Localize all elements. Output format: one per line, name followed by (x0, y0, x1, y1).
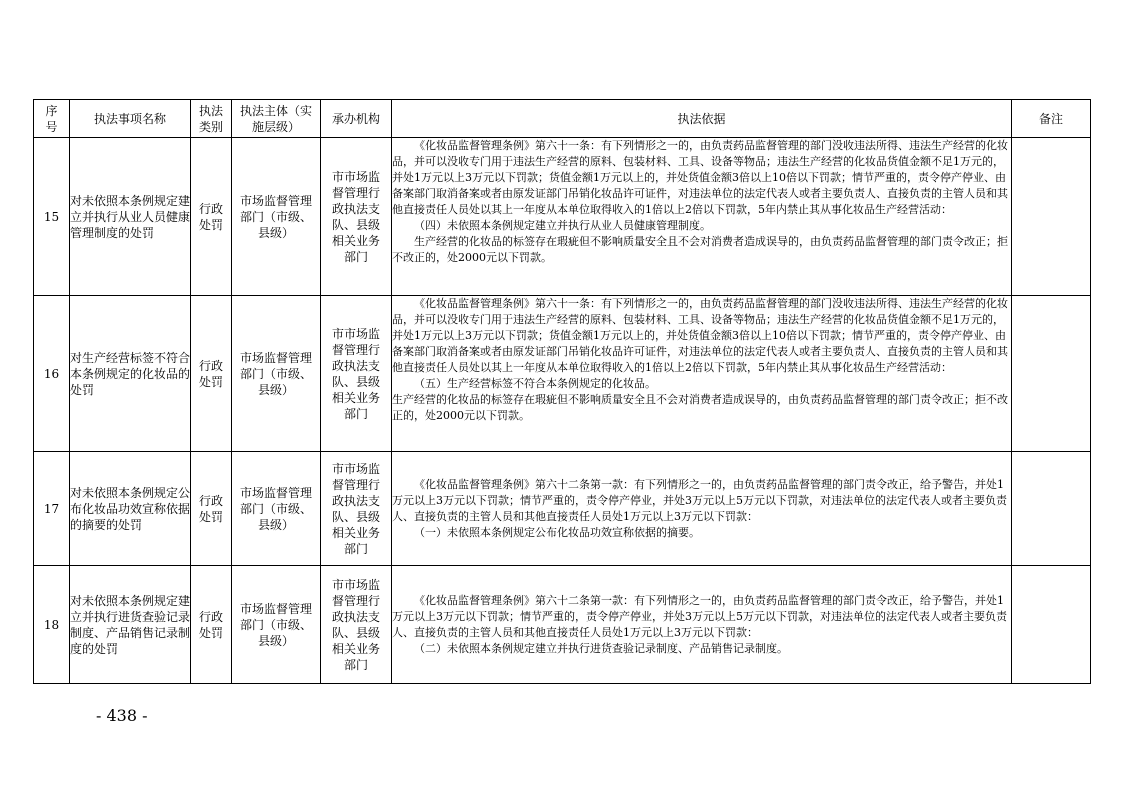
header-basis: 执法依据 (392, 100, 1012, 138)
basis-paragraph: 《化妆品监督管理条例》第六十二条第一款：有下列情形之一的，由负责药品监督管理的部门责令改正，给予警告，并处1万元以上3万元以下罚款；情节严重的，责令停产停业，并处3万元以上5万元以下罚款，对违法单位的法定代表人或者主要负责人、直接负责的主管人员和其他直接责任人员处1万元以上3万元以下罚款： (392, 593, 1007, 639)
row-item-name: 对未依照本条例规定建立并执行进货查验记录制度、产品销售记录制度的处罚 (70, 566, 191, 684)
row-agency: 市市场监督管理行政执法支队、县级相关业务部门 (321, 452, 392, 566)
row-category: 行政处罚 (191, 566, 232, 684)
page-number: - 438 - (96, 706, 148, 725)
table-row (34, 566, 1091, 684)
table-row (34, 296, 1091, 452)
header-category: 执法类别 (191, 100, 232, 138)
row-seq: 18 (34, 566, 70, 684)
basis-paragraph: （一）未依照本条例规定公布化妆品功效宣称依据的摘要。 (414, 525, 700, 539)
header-subject: 执法主体（实施层级） (232, 100, 321, 138)
row-basis (392, 452, 1012, 566)
header-seq: 序号 (34, 100, 70, 138)
header-agency: 承办机构 (321, 100, 392, 138)
basis-paragraph: 生产经营的化妆品的标签存在瑕疵但不影响质量安全且不会对消费者造成误导的，由负责药品监督管理的部门责令改正；拒不改正的，处2000元以下罚款。 (392, 235, 1008, 264)
row-remark (1012, 296, 1091, 452)
row-basis (392, 296, 1012, 452)
row-category: 行政处罚 (191, 138, 232, 296)
row-remark (1012, 452, 1091, 566)
header-name: 执法事项名称 (70, 100, 191, 138)
table-header-row (34, 100, 1091, 138)
row-item-name: 对未依照本条例规定建立并执行从业人员健康管理制度的处罚 (70, 138, 191, 296)
table-row (34, 452, 1091, 566)
table-row (34, 138, 1091, 296)
basis-paragraph: （二）未依照本条例规定建立并执行进货查验记录制度、产品销售记录制度。 (414, 641, 788, 655)
header-remark: 备注 (1012, 100, 1091, 138)
basis-paragraph: 生产经营的化妆品的标签存在瑕疵但不影响质量安全且不会对消费者造成误导的，由负责药品监督管理的部门责令改正；拒不改正的，处2000元以下罚款。 (392, 393, 1008, 422)
basis-paragraph: 《化妆品监督管理条例》第六十二条第一款：有下列情形之一的，由负责药品监督管理的部门责令改正，给予警告，并处1万元以上3万元以下罚款；情节严重的，责令停产停业，并处3万元以上5万元以下罚款，对违法单位的法定代表人或者主要负责人、直接负责的主管人员和其他直接责任人员处1万元以上3万元以下罚款： (392, 477, 1007, 523)
row-agency: 市市场监督管理行政执法支队、县级相关业务部门 (321, 566, 392, 684)
row-agency: 市市场监督管理行政执法支队、县级相关业务部门 (321, 296, 392, 452)
basis-paragraph: （五）生产经营标签不符合本条例规定的化妆品。 (414, 377, 656, 390)
basis-paragraph: 《化妆品监督管理条例》第六十一条：有下列情形之一的，由负责药品监督管理的部门没收违法所得、违法生产经营的化妆品，并可以没收专门用于违法生产经营的原料、包装材料、工具、设备等物品；违法生产经营的化妆品货值金额不足1万元的，并处1万元以上3万元以下罚款；货值金额1万元以上的，并处货值金额3倍以上10倍以下罚款；情节严重的，责令停产停业、由备案部门取消备案或者由原发证部门吊销化妆品许可证件，对违法单位的法定代表人或者主要负责人、直接负责的主管人员和其他直接责任人员处以其上一年度从本单位取得收入的1倍以上2倍以下罚款，5年内禁止其从事化妆品生产经营活动： (392, 297, 1008, 374)
row-seq: 17 (34, 452, 70, 566)
basis-paragraph: 《化妆品监督管理条例》第六十一条：有下列情形之一的，由负责药品监督管理的部门没收违法所得、违法生产经营的化妆品，并可以没收专门用于违法生产经营的原料、包装材料、工具、设备等物品；违法生产经营的化妆品货值金额不足1万元的，并处1万元以上3万元以下罚款；货值金额1万元以上的，并处货值金额3倍以上10倍以下罚款；情节严重的，责令停产停业、由备案部门取消备案或者由原发证部门吊销化妆品许可证件，对违法单位的法定代表人或者主要负责人、直接负责的主管人员和其他直接责任人员处以其上一年度从本单位取得收入的1倍以上2倍以下罚款，5年内禁止其从事化妆品生产经营活动： (392, 139, 1008, 216)
row-remark (1012, 138, 1091, 296)
row-basis (392, 138, 1012, 296)
row-seq: 16 (34, 296, 70, 452)
enforcement-table (33, 99, 1091, 684)
row-item-name: 对未依照本条例规定公布化妆品功效宣称依据的摘要的处罚 (70, 452, 191, 566)
basis-paragraph: （四）未依照本条例规定建立并执行从业人员健康管理制度。 (414, 219, 711, 232)
row-agency: 市市场监督管理行政执法支队、县级相关业务部门 (321, 138, 392, 296)
row-remark (1012, 566, 1091, 684)
row-seq: 15 (34, 138, 70, 296)
row-subject: 市场监督管理部门（市级、县级） (232, 296, 321, 452)
row-subject: 市场监督管理部门（市级、县级） (232, 566, 321, 684)
row-item-name: 对生产经营标签不符合本条例规定的化妆品的处罚 (70, 296, 191, 452)
row-basis (392, 566, 1012, 684)
row-subject: 市场监督管理部门（市级、县级） (232, 138, 321, 296)
row-subject: 市场监督管理部门（市级、县级） (232, 452, 321, 566)
row-category: 行政处罚 (191, 452, 232, 566)
row-category: 行政处罚 (191, 296, 232, 452)
